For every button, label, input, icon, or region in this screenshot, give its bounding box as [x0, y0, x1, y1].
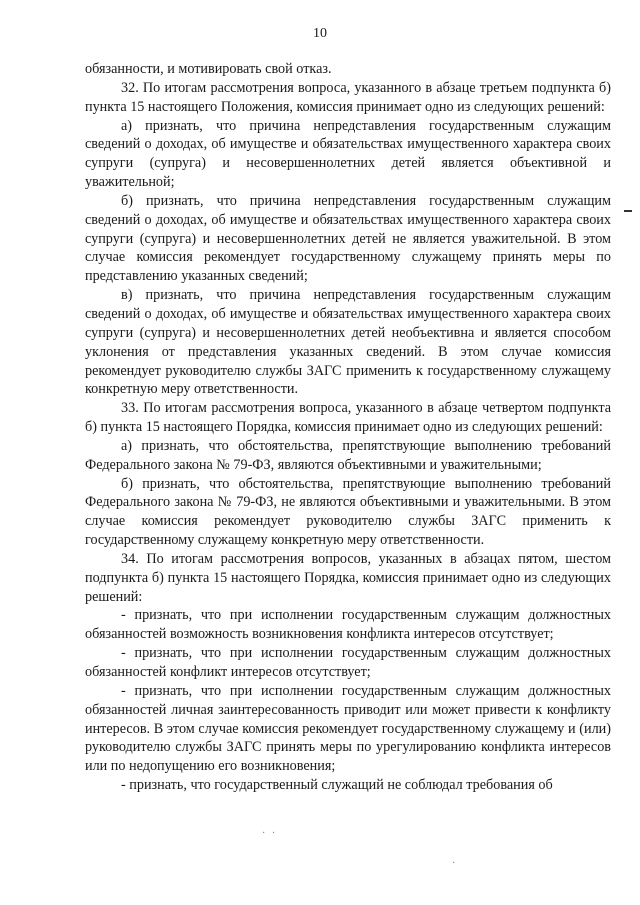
- scan-artifact-mark: [624, 210, 632, 212]
- scan-artifact-dots: ·: [452, 858, 458, 869]
- paragraph-continuation: обязанности, и мотивировать свой отказ.: [85, 61, 332, 77]
- paragraph-34-option-2: - признать, что при исполнении государственным служащим должностных обязанностей конфликт интересов отсутствует;: [85, 645, 611, 680]
- paragraph-item-32: 32. По итогам рассмотрения вопроса, указанного в абзаце третьем подпункта б) пункта 15 настоящего Положения, комиссия принимает одно из следующих решений:: [85, 79, 611, 115]
- paragraph-item-33: 33. По итогам рассмотрения вопроса, указанного в абзаце четвертом подпункта б) пункта 15 настоящего Порядка, комиссия принимает одно из следующих решений:: [85, 400, 611, 436]
- paragraph-34-option-3: - признать, что при исполнении государственным служащим должностных обязанностей личная заинтересованность приводит или может привести к конфликту интересов. В этом случае комиссия рекомендует государственному служащему и (или) руководителю службы ЗАГС принять меры по урегулированию конфликта интересов или по недопущению его возникновения;: [85, 682, 611, 775]
- paragraph-item-34: 34. По итогам рассмотрения вопросов, указанных в абзацах пятом, шестом подпункта б) пункта 15 настоящего Порядка, комиссия принимает одно из следующих решений:: [85, 550, 611, 605]
- paragraph-32-option-v: в) признать, что причина непредставления государственным служащим сведений о доходах, об имуществе и обязательствах имущественного характера своих супруги (супруга) и несовершеннолетних детей необъективна и является способом уклонения от представления указанных сведений. В этом случае комиссия рекомендует руководителю службы ЗАГС применить к государственному служащему конкретную меру ответственности.: [85, 287, 611, 398]
- page-number: 10: [313, 26, 327, 41]
- paragraph-32-option-a: а) признать, что причина непредставления государственным служащим сведений о доходах, об имуществе и обязательствах имущественного характера своих супруги (супруга) и несовершеннолетних детей является объективной и уважительной;: [85, 117, 611, 191]
- paragraph-33-option-b: б) признать, что обстоятельства, препятствующие выполнению требований Федерального закона № 79-ФЗ, не являются объективными и уважительными. В этом случае комиссия рекомендует руководителю службы ЗАГС применить к государственному служащему конкретную меру ответственности.: [85, 475, 611, 549]
- scan-artifact-dots: · ·: [262, 828, 278, 839]
- paragraph-32-option-b: б) признать, что причина непредставления государственным служащим сведений о доходах, об имуществе и обязательствах имущественного характера своих супруги (супруга) и несовершеннолетних детей не является уважительной. В этом случае комиссия рекомендует государственному служащему принять меры по представлению указанных сведений;: [85, 192, 611, 285]
- paragraph-34-option-1: - признать, что при исполнении государственным служащим должностных обязанностей возможность возникновения конфликта интересов отсутствует;: [85, 607, 611, 643]
- document-body: [85, 60, 611, 795]
- paragraph-33-option-a: а) признать, что обстоятельства, препятствующие выполнению требований Федерального закона № 79-ФЗ, являются объективными и уважительными;: [85, 437, 611, 473]
- paragraph-34-option-4: - признать, что государственный служащий не соблюдал требования об: [121, 777, 553, 794]
